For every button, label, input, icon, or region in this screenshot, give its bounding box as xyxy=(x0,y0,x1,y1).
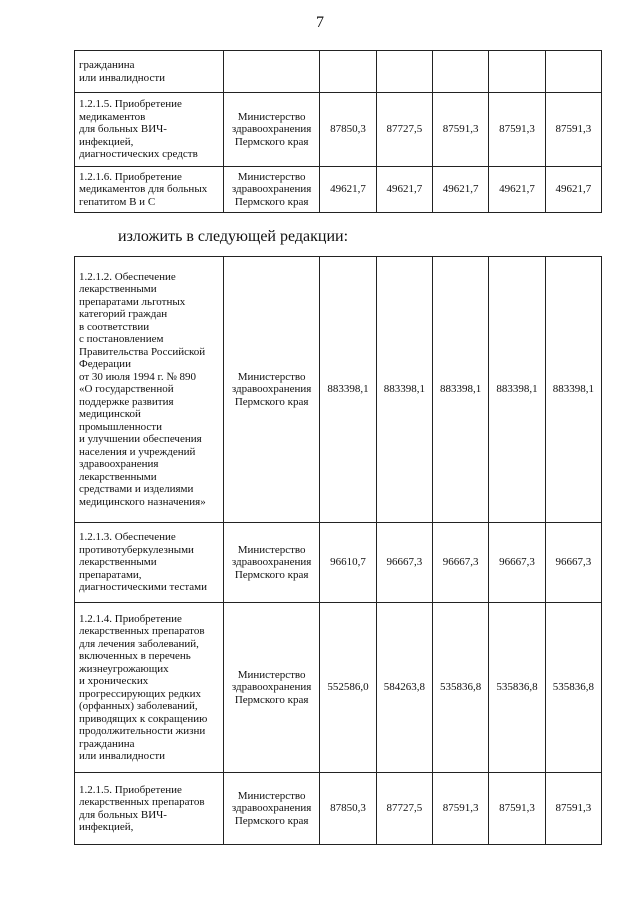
responsible-ministry-line: Пермского края xyxy=(234,568,309,581)
responsible-ministry-cell xyxy=(223,93,320,167)
item-description-line: лекарственными xyxy=(79,470,157,483)
item-description-cell xyxy=(75,93,224,167)
funding-value-cell: 87850,3 xyxy=(320,773,376,845)
item-description-cell xyxy=(75,51,224,93)
item-description-line: 1.2.1.6. Приобретение xyxy=(79,170,182,183)
item-description-line: и улучшении обеспечения xyxy=(79,433,202,446)
responsible-ministry-line: Пермского края xyxy=(234,195,309,208)
item-description-line: гражданина xyxy=(79,59,135,71)
responsible-ministry-cell xyxy=(223,523,320,603)
item-description-line: в соответствии xyxy=(79,320,150,333)
item-description-line: диагностических средств xyxy=(79,148,198,161)
item-description-line: для лечения заболеваний, xyxy=(79,637,199,650)
funding-value-cell: 87591,3 xyxy=(489,93,545,167)
item-description-line: 1.2.1.2. Обеспечение xyxy=(79,270,176,283)
item-description-cell xyxy=(75,773,224,845)
funding-value-cell: 87591,3 xyxy=(545,93,601,167)
funding-value-cell: 584263,8 xyxy=(376,603,432,773)
item-description-line: Федерации xyxy=(79,358,131,371)
item-description-line: диагностическими тестами xyxy=(79,581,208,594)
responsible-ministry-line: Пермского края xyxy=(234,693,309,706)
item-description-line: или инвалидности xyxy=(79,71,166,84)
responsible-ministry-cell xyxy=(223,257,320,523)
responsible-ministry-line: Министерство xyxy=(237,543,306,556)
item-description-line: от 30 июля 1994 г. № 890 xyxy=(79,370,197,383)
responsible-ministry-line: здравоохранения xyxy=(231,556,312,569)
funding-value-cell: 49621,7 xyxy=(489,167,545,213)
item-description-line: лекарственных препаратов xyxy=(79,796,205,808)
item-description-line: с постановлением xyxy=(79,333,164,346)
responsible-ministry-line: Пермского края xyxy=(234,395,309,408)
table-row xyxy=(75,523,602,603)
budget-table-previous xyxy=(74,50,602,213)
item-description-line: медицинской xyxy=(79,408,141,421)
item-description-line: прогрессирующих редких xyxy=(79,687,201,700)
funding-value-cell: 49621,7 xyxy=(433,167,489,213)
funding-value-cell: 87591,3 xyxy=(489,773,545,845)
funding-value-cell: 883398,1 xyxy=(320,257,376,523)
funding-value-cell: 883398,1 xyxy=(376,257,432,523)
funding-value-cell xyxy=(320,51,376,93)
funding-value-cell: 883398,1 xyxy=(545,257,601,523)
funding-value-cell: 535836,8 xyxy=(433,603,489,773)
responsible-ministry-line: здравоохранения xyxy=(231,123,312,136)
item-description-line: лекарственными xyxy=(79,283,157,296)
item-description-line: жизнеугрожающих xyxy=(79,662,169,675)
item-description-line: гепатитом В и С xyxy=(79,195,156,208)
funding-value-cell: 535836,8 xyxy=(489,603,545,773)
funding-value-cell: 96610,7 xyxy=(320,523,376,603)
item-description-line: Правительства Российской xyxy=(79,345,206,358)
item-description-line: инфекцией, xyxy=(79,821,134,833)
funding-value-cell: 535836,8 xyxy=(545,603,601,773)
item-description-line: здравоохранения xyxy=(79,458,159,471)
responsible-ministry-line: здравоохранения xyxy=(231,383,312,396)
responsible-ministry-line: Пермского края xyxy=(234,814,309,827)
funding-value-cell: 87591,3 xyxy=(433,773,489,845)
funding-value-cell: 87591,3 xyxy=(545,773,601,845)
item-description-cell xyxy=(75,603,224,773)
item-description-line: 1.2.1.4. Приобретение xyxy=(79,612,182,625)
item-description-line: включенных в перечень xyxy=(79,650,191,662)
responsible-ministry-cell xyxy=(223,167,320,213)
responsible-ministry-cell xyxy=(223,603,320,773)
amendment-intro-text: изложить в следующей редакции: xyxy=(118,228,349,245)
item-description-line: «О государственной xyxy=(79,383,174,396)
responsible-ministry-line: Министерство xyxy=(237,170,306,183)
item-description-line: для больных ВИЧ- xyxy=(79,123,167,136)
item-description-line: для больных ВИЧ- xyxy=(79,808,167,821)
responsible-ministry-line: Министерство xyxy=(237,789,306,802)
item-description-line: медицинского назначения» xyxy=(79,495,206,508)
item-description-line: приводящих к сокращению xyxy=(79,712,208,725)
funding-value-cell xyxy=(545,51,601,93)
item-description-line: поддержке развития xyxy=(79,395,174,408)
item-description-line: препаратами льготных xyxy=(79,295,186,308)
table-row xyxy=(75,167,602,213)
funding-value-cell: 87591,3 xyxy=(433,93,489,167)
item-description-line: препаратами, xyxy=(79,568,142,581)
responsible-ministry-cell xyxy=(223,773,320,845)
funding-value-cell: 87727,5 xyxy=(376,773,432,845)
item-description-line: противотуберкулезными xyxy=(79,543,194,556)
funding-value-cell: 49621,7 xyxy=(376,167,432,213)
table-row xyxy=(75,257,602,523)
responsible-ministry-line: Министерство xyxy=(237,110,306,123)
item-description-line: лекарственными xyxy=(79,556,157,569)
table-body-new-edition xyxy=(75,257,602,845)
table-body-previous xyxy=(75,51,602,213)
item-description-line: промышленности xyxy=(79,420,162,433)
item-description-line: гражданина xyxy=(79,737,135,750)
item-description-line: инфекцией, xyxy=(79,135,134,148)
funding-value-cell: 96667,3 xyxy=(489,523,545,603)
responsible-ministry-line: Министерство xyxy=(237,370,306,383)
responsible-ministry-cell xyxy=(223,51,320,93)
funding-value-cell: 96667,3 xyxy=(433,523,489,603)
table-row xyxy=(75,51,602,93)
funding-value-cell: 552586,0 xyxy=(320,603,376,773)
responsible-ministry-line: здравоохранения xyxy=(231,681,312,694)
item-description-line: (орфанных) заболеваний, xyxy=(79,700,198,712)
funding-value-cell: 49621,7 xyxy=(320,167,376,213)
table-row xyxy=(75,93,602,167)
budget-table-new-edition xyxy=(74,256,602,845)
responsible-ministry-line: Министерство xyxy=(237,668,306,681)
funding-value-cell: 96667,3 xyxy=(376,523,432,603)
responsible-ministry-line: здравоохранения xyxy=(231,802,312,815)
funding-value-cell: 49621,7 xyxy=(545,167,601,213)
responsible-ministry-line: Пермского края xyxy=(234,135,309,148)
funding-value-cell xyxy=(376,51,432,93)
responsible-ministry-line: здравоохранения xyxy=(231,183,312,196)
item-description-line: или инвалидности xyxy=(79,750,166,762)
item-description-line: медикаментов xyxy=(79,110,146,123)
item-description-cell xyxy=(75,167,224,213)
item-description-cell xyxy=(75,257,224,523)
item-description-line: медикаментов для больных xyxy=(79,183,208,196)
table-row xyxy=(75,603,602,773)
item-description-cell xyxy=(75,523,224,603)
funding-value-cell: 87727,5 xyxy=(376,93,432,167)
funding-value-cell xyxy=(489,51,545,93)
page-number: 7 xyxy=(316,14,324,31)
item-description-line: и хронических xyxy=(79,675,149,687)
item-description-line: категорий граждан xyxy=(79,308,168,321)
funding-value-cell: 96667,3 xyxy=(545,523,601,603)
item-description-line: 1.2.1.5. Приобретение xyxy=(79,783,182,796)
item-description-line: населения и учреждений xyxy=(79,445,196,458)
item-description-line: 1.2.1.5. Приобретение xyxy=(79,98,182,111)
table-row xyxy=(75,773,602,845)
item-description-line: продолжительности жизни xyxy=(79,725,206,737)
item-description-line: средствами и изделиями xyxy=(79,483,194,496)
funding-value-cell xyxy=(433,51,489,93)
item-description-line: лекарственных препаратов xyxy=(79,625,205,637)
funding-value-cell: 883398,1 xyxy=(433,257,489,523)
funding-value-cell: 87850,3 xyxy=(320,93,376,167)
item-description-line: 1.2.1.3. Обеспечение xyxy=(79,531,176,544)
funding-value-cell: 883398,1 xyxy=(489,257,545,523)
